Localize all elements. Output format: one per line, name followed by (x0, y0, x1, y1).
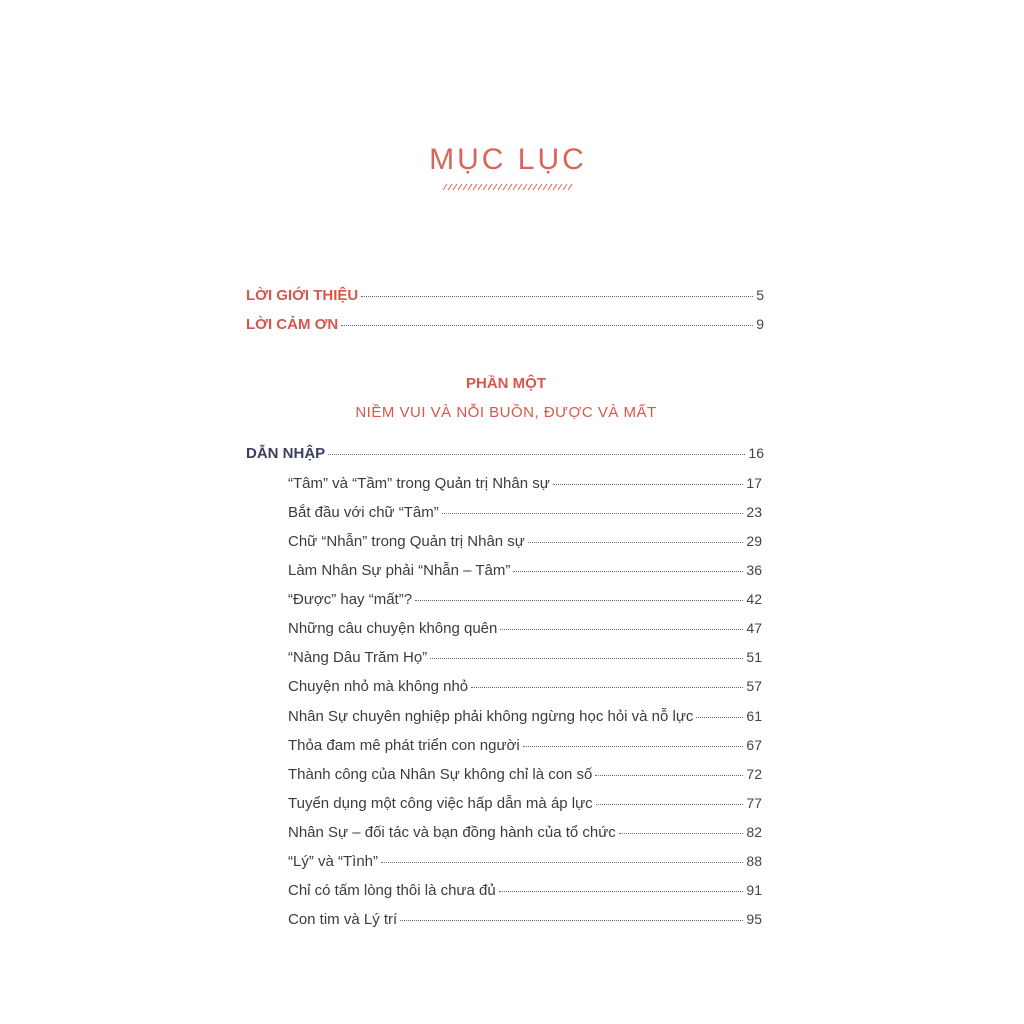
toc-entry-label: Chỉ có tấm lòng thôi là chưa đủ (288, 882, 496, 899)
toc-entry-label: “Lý” và “Tình” (288, 853, 379, 870)
toc-entry-label: Chuyện nhỏ mà không nhỏ (288, 678, 469, 695)
toc-page-number: 5 (756, 287, 764, 303)
toc-entry-label: Bắt đầu với chữ “Tâm” (288, 504, 439, 521)
toc-page-number: 51 (746, 649, 762, 665)
dot-leader (513, 570, 743, 572)
toc-page-number: 82 (746, 824, 762, 840)
toc-entry-label: DẪN NHẬP (246, 445, 326, 462)
toc-entry-front-1[interactable] (246, 287, 764, 309)
dot-leader (361, 295, 753, 297)
toc-page-number: 17 (746, 475, 762, 491)
toc-page-number: 47 (746, 620, 762, 636)
dot-leader (553, 483, 744, 485)
toc-page-number: 57 (746, 678, 762, 694)
dot-leader (523, 745, 744, 747)
part-subtitle: NIỀM VUI VÀ NỖI BUỒN, ĐƯỢC VÀ MẤT (355, 404, 657, 421)
dot-leader (500, 628, 743, 630)
title-ornament (441, 183, 573, 191)
toc-entry-chapter[interactable] (288, 795, 762, 817)
toc-page-number: 67 (746, 737, 762, 753)
toc-entry-intro[interactable] (246, 445, 764, 467)
dot-leader (619, 832, 744, 834)
toc-entry-chapter[interactable] (288, 649, 762, 671)
toc-entry-chapter[interactable] (288, 708, 762, 730)
toc-entry-front-2[interactable] (246, 316, 764, 338)
toc-page-number: 88 (746, 853, 762, 869)
toc-page-number: 36 (746, 562, 762, 578)
toc-entry-chapter[interactable] (288, 591, 762, 613)
toc-page-number: 77 (746, 795, 762, 811)
toc-page-number: 9 (756, 316, 764, 332)
toc-entry-label: “Nàng Dâu Trăm Họ” (288, 649, 428, 666)
toc-entry-chapter[interactable] (288, 911, 762, 933)
dot-leader (528, 541, 744, 543)
page-title: MỤC LỤC (429, 143, 587, 176)
toc-entry-label: LỜI CẢM ƠN (246, 316, 339, 333)
toc-entry-label: Tuyển dụng một công việc hấp dẫn mà áp lực (288, 795, 593, 812)
dot-leader (442, 512, 744, 514)
dot-leader (328, 453, 745, 455)
dot-leader (471, 686, 743, 688)
toc-page-number: 91 (746, 882, 762, 898)
toc-page-number: 29 (746, 533, 762, 549)
toc-entry-label: “Tâm” và “Tầm” trong Quản trị Nhân sự (288, 475, 550, 492)
toc-entry-chapter[interactable] (288, 737, 762, 759)
toc-entry-label: Làm Nhân Sự phải “Nhẫn – Tâm” (288, 562, 511, 579)
toc-entry-chapter[interactable] (288, 678, 762, 700)
toc-page-number: 16 (748, 445, 764, 461)
toc-entry-chapter[interactable] (288, 824, 762, 846)
toc-entry-label: Thỏa đam mê phát triển con người (288, 737, 520, 754)
dot-leader (430, 657, 743, 659)
toc-page-number: 72 (746, 766, 762, 782)
toc-entry-chapter[interactable] (288, 533, 762, 555)
dot-leader (595, 774, 743, 776)
toc-entry-chapter[interactable] (288, 620, 762, 642)
toc-page-number: 42 (746, 591, 762, 607)
toc-page-number: 61 (746, 708, 762, 724)
dot-leader (499, 890, 744, 892)
dot-leader (400, 919, 743, 921)
toc-entry-label: Con tim và Lý trí (288, 911, 398, 928)
toc-entry-chapter[interactable] (288, 853, 762, 875)
toc-entry-label: “Được” hay “mất”? (288, 591, 413, 608)
part-title: PHẦN MỘT (466, 375, 546, 392)
toc-entry-chapter[interactable] (288, 562, 762, 584)
dot-leader (341, 324, 753, 326)
toc-entry-label: Thành công của Nhân Sự không chỉ là con số (288, 766, 593, 783)
toc-entry-label: Chữ “Nhẫn” trong Quản trị Nhân sự (288, 533, 525, 550)
toc-entry-label: Nhân Sự chuyên nghiệp phải không ngừng học hỏi và nỗ lực (288, 708, 694, 725)
toc-entry-label: Nhân Sự – đối tác và bạn đồng hành của tổ chức (288, 824, 616, 841)
toc-entry-chapter[interactable] (288, 882, 762, 904)
dot-leader (596, 803, 744, 805)
toc-page-number: 95 (746, 911, 762, 927)
toc-entry-label: LỜI GIỚI THIỆU (246, 287, 359, 304)
toc-entry-label: Những câu chuyện không quên (288, 620, 498, 637)
dot-leader (415, 599, 743, 601)
toc-entry-chapter[interactable] (288, 475, 762, 497)
toc-entry-chapter[interactable] (288, 766, 762, 788)
toc-page-number: 23 (746, 504, 762, 520)
dot-leader (381, 861, 743, 863)
toc-entry-chapter[interactable] (288, 504, 762, 526)
dot-leader (696, 716, 743, 718)
